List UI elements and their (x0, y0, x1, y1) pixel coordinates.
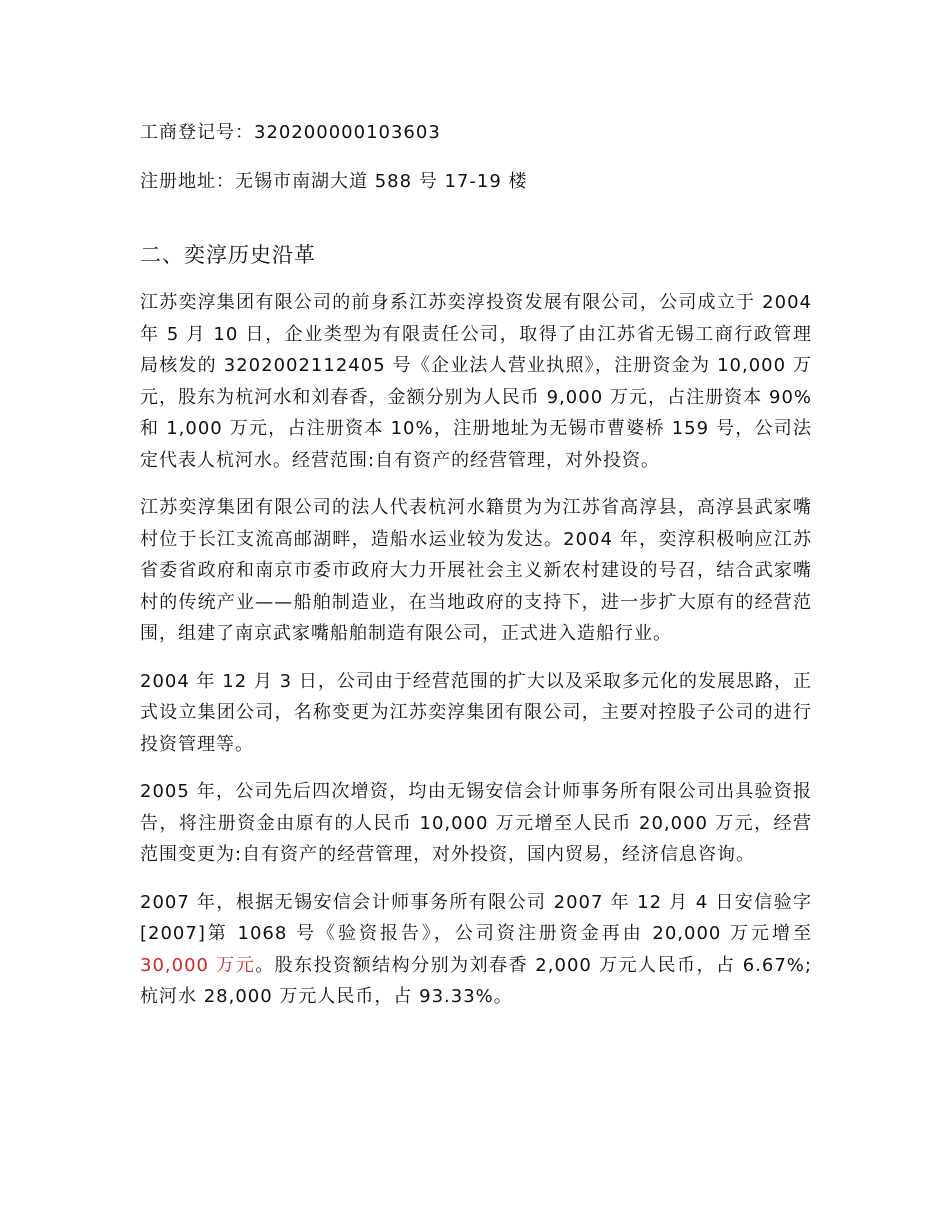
paragraph-2007-capital-increase (140, 887, 812, 1013)
section-title: 二、奕淳历史沿革 (140, 243, 316, 267)
document-page (140, 118, 812, 1029)
paragraph-group-establishment: 2004 年 12 月 3 日，公司由于经营范围的扩大以及采取多元化的发展思路，正式设立集团公司，名称变更为江苏奕淳集团有限公司，主要对控股子公司的进行投资管理等。 (140, 670, 812, 755)
paragraph-founding: 江苏奕淳集团有限公司的前身系江苏奕淳投资发展有限公司，公司成立于 2004 年 5 月 10 日，企业类型为有限责任公司，取得了由江苏省无锡工商行政管理局核发的 3202002112405 号《企业法人营业执照》，注册资金为 10,000 万元，股东为杭河水和刘春香，金额分别为人民币 9,000 万元，占注册资本 90%和 1,000 万元，占注册资本 10%，注册地址为无锡市曹婆桥 159 号，公司法定代表人杭河水。经营范围:自有资产的经营管理，对外投资。 (140, 292, 812, 471)
registered-address: 注册地址：无锡市南湖大道 588 号 17-19 楼 (140, 171, 528, 192)
paragraph-2005-capital-increase: 2005 年，公司先后四次增资，均由无锡安信会计师事务所有限公司出具验资报告，将注册资金由原有的人民币 10,000 万元增至人民币 20,000 万元，经营范围变更为:自有资产的经营管理，对外投资，国内贸易，经济信息咨询。 (140, 781, 812, 865)
registration-number: 工商登记号：320200000103603 (140, 122, 441, 143)
paragraph-2007-text-start: 2007 年，根据无锡安信会计师事务所有限公司 2007 年 12 月 4 日安信验字[2007]第 1068 号《验资报告》，公司资注册资金再由 20,000 万元增至 (140, 891, 812, 944)
paragraph-2007-text-end: 。股东投资额结构分别为刘春香 2,000 万元人民币，占 6.67%;杭河水 28,000 万元人民币，占 93.33%。 (140, 954, 812, 1007)
paragraph-shipbuilding: 江苏奕淳集团有限公司的法人代表杭河水籍贯为为江苏省高淳县，高淳县武家嘴村位于长江支流高邮湖畔，造船水运业较为发达。2004 年，奕淳积极响应江苏省委省政府和南京市委市政府大力开展社会主义新农村建设的号召，结合武家嘴村的传统产业——船舶制造业，在当地政府的支持下，进一步扩大原有的经营范围，组建了南京武家嘴船舶制造有限公司，正式进入造船行业。 (140, 497, 812, 644)
highlighted-capital-amount: 30,000 万元 (140, 954, 256, 976)
